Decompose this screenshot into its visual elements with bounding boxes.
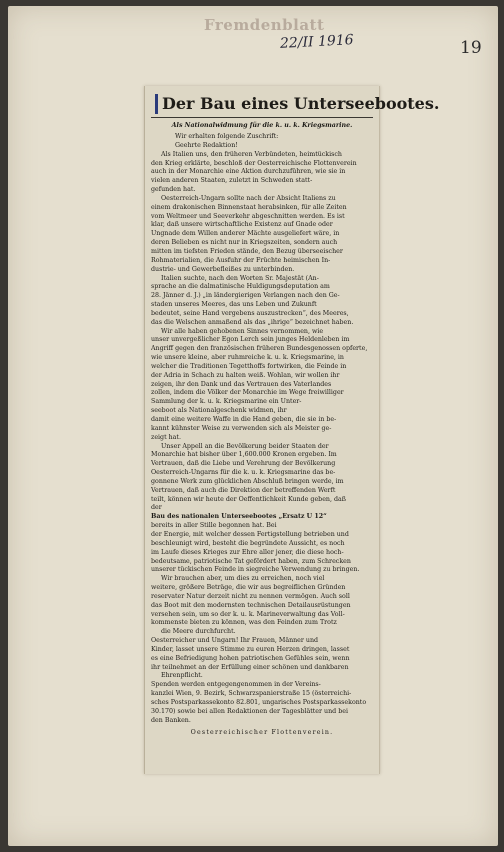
article-line: weitere, größere Beträge, die wir aus begreiflichen Gründen bbox=[151, 584, 346, 592]
article-line: mitten im tiefsten Frieden stände, den Bezug überseeischer bbox=[151, 247, 343, 255]
article-line: das Boot mit den modernsten technischen Detailausrüstungen bbox=[151, 601, 351, 609]
article-line: Bau des nationalen Unterseebootes „Ersatz U 12“ bbox=[151, 513, 327, 521]
article-line: vielen anderen Staaten, zuletzt in Schweden statt- bbox=[151, 177, 313, 185]
article-line: ihr teilnehmet an der Erfüllung einer schönen und dankbaren bbox=[151, 663, 349, 671]
newspaper-stamp: Fremdenblatt bbox=[204, 16, 325, 34]
article-line: unserer tückischen Feinde in siegreiche Verwendung zu bringen. bbox=[151, 566, 360, 574]
article-line: bereits in aller Stille begonnen hat. Bei bbox=[151, 522, 277, 530]
newspaper-clipping bbox=[144, 86, 440, 774]
article-line: staden unseres Meeres, das uns Leben und Zukunft bbox=[151, 301, 317, 309]
article-line: gonnene Werk zum glücklichen Abschluß bringen werde, im bbox=[151, 477, 344, 485]
article-line: Wir brauchen aber, um dies zu erreichen, noch viel bbox=[161, 575, 325, 583]
article-line: Italien suchte, nach den Worten Sr. Majestät (An- bbox=[161, 274, 319, 282]
article-line: Oesterreich-Ungarn sollte nach der Absicht Italiens zu bbox=[161, 194, 336, 202]
article-line: Oesterreicher und Ungarn! Ihr Frauen, Männer und bbox=[151, 637, 319, 645]
article-line: den Banken. bbox=[151, 716, 191, 724]
article-line: reservater Natur derzeit nicht zu nennen vermögen. Auch soll bbox=[151, 592, 350, 600]
article-line: wie unsere kleine, aber ruhmreiche k. u. k. Kriegsmarine, in bbox=[151, 354, 344, 362]
article-line: den Krieg erklärte, beschloß der Oesterreichische Flottenverein bbox=[151, 159, 357, 167]
article-line: bedeutsame, patriotische Tat gefördert haben, zum Schrecken bbox=[151, 557, 351, 565]
article-line: Monarchie hat bisher über 1,600.000 Kronen ergeben. Im bbox=[151, 451, 337, 459]
article-line: Als Italien uns, den früheren Verbündeten, heimtückisch bbox=[161, 150, 342, 158]
article-line: Spenden werden entgegengenommen in der Vereins- bbox=[151, 681, 321, 689]
article-line: vom Weltmeer und Seeverkehr abgeschnitten werden. Es ist bbox=[151, 212, 345, 220]
article-line: Vertrauen, daß die Liebe und Verehrung der Bevölkerung bbox=[151, 460, 336, 468]
article-line: 28. Jänner d. J.) „in ländergierigen Verlangen nach den Ge- bbox=[151, 292, 340, 300]
article-line: damit eine weitere Waffe in die Hand geben, die sie in be- bbox=[151, 416, 337, 423]
page-number: 19 bbox=[460, 38, 482, 58]
article-line: zollen, indem die Völker der Monarchie im Wege freiwilliger bbox=[151, 389, 344, 397]
article-line: das die Welschen anmaßend als das „ihrige“ bezeichnet haben. bbox=[151, 318, 354, 326]
article-line: klar, daß unsere wirtschaftliche Existenz auf Gnade oder bbox=[151, 221, 333, 229]
article-line: Wir alle haben gehobenen Sinnes vernommen, wie bbox=[161, 327, 324, 335]
article-line: unser unvergeßlicher Egon Lerch sein junges Heldenleben im bbox=[151, 336, 350, 344]
article-line: zeigen, ihr den Dank und das Vertrauen des Vaterlandes bbox=[151, 380, 332, 388]
article-line: die Meere durchfurcht. bbox=[161, 628, 236, 636]
archive-sheet bbox=[8, 6, 498, 846]
article-subhead: Als Nationalwidmung für die k. u. k. Kriegsmarine. bbox=[171, 122, 353, 129]
article-line: dustrie- und Gewerbefleißes zu unterbinden. bbox=[151, 265, 295, 273]
article-line: der Energie, mit welcher dessen Fertigstellung betrieben und bbox=[151, 530, 349, 538]
article-line: Oesterreich-Ungarns für die k. u. k. Kriegsmarine das be- bbox=[151, 469, 336, 477]
article-line: Geehrte Redaktion! bbox=[175, 141, 238, 149]
article-line: Vertrauen, daß auch die Direktion der betreffenden Werft bbox=[151, 486, 336, 494]
article-line: Wir erhalten folgende Zuschrift: bbox=[175, 133, 279, 140]
article-line: kommenste bieten zu können, was den Feinden zum Trotz bbox=[151, 619, 337, 627]
article-headline: Der Bau eines Unterseebootes. bbox=[155, 94, 373, 114]
article-line: Ungnade dem Willen anderer Mächte ausgeliefert wäre, in bbox=[151, 230, 340, 238]
article-signature: Oesterreichischer Flottenverein. bbox=[190, 728, 334, 736]
article-line: im Laufe dieses Krieges zur Ehre aller jener, die diese hoch- bbox=[151, 548, 344, 556]
article-line: gefunden hat. bbox=[151, 186, 196, 194]
article-line: sprache an die dalmatinische Huldigungsdeputation am bbox=[151, 283, 330, 291]
article-line: einem drakonischen Binnenstaat herabsinken, für alle Zeiten bbox=[151, 203, 347, 211]
article-line: sches Postsparkassekonto 82.801, ungarisches Postsparkassekonto bbox=[151, 699, 367, 706]
article-line: Unser Appell an die Bevölkerung beider Staaten der bbox=[161, 442, 329, 450]
article-line: Angriff gegen den französischen früheren Bundesgenossen opferte, bbox=[151, 345, 368, 353]
article-line: versehen sein, um so der k. u. k. Marineverwaltung das Voll- bbox=[151, 610, 345, 618]
article-line: kannt kühnster Weise zu verwenden sich als Meister ge- bbox=[151, 424, 332, 432]
article-line: bedeutet, seine Hand vergebens auszustrecken“, des Meeres, bbox=[151, 309, 349, 317]
article-line: Ehrenpflicht. bbox=[161, 672, 203, 680]
article-line: kanzlei Wien, 9. Bezirk, Schwarzspanierstraße 15 (österreichi- bbox=[151, 690, 352, 698]
article-line: der Adria in Schach zu halten weiß. Wohlan, wir wollen ihr bbox=[151, 371, 340, 379]
article-line: deren Belieben es nicht nur in Kriegszeiten, sondern auch bbox=[151, 239, 338, 247]
article-line: auch in der Monarchie eine Aktion durchzuführen, wie sie in bbox=[151, 168, 346, 176]
article-line: es eine Befriedigung hohen patriotischen Gefühles sein, wenn bbox=[151, 654, 350, 662]
handwritten-date: 22/II 1916 bbox=[279, 32, 355, 52]
headline-rule bbox=[151, 117, 373, 118]
article-line: Sammlung der k. u. k. Kriegsmarine ein Unter- bbox=[151, 398, 302, 406]
article-body bbox=[151, 133, 373, 726]
article-line: Kinder, lasset unsere Stimme zu euren Herzen dringen, lasset bbox=[151, 645, 350, 653]
article-line: welcher die Traditionen Tegetthoffs fortwirken, die Feinde in bbox=[151, 362, 347, 370]
article-line: teilt, können wir heute der Oeffentlichkeit Kunde geben, daß bbox=[151, 495, 346, 503]
article-line: zeigt hat. bbox=[151, 433, 181, 441]
article-line: der bbox=[151, 504, 162, 512]
article-line: 30.170) sowie bei allen Redaktionen der Tagesblätter und bei bbox=[151, 707, 348, 715]
article-line: Rohmaterialien, die Ausfuhr der Früchte heimischen In- bbox=[151, 256, 331, 264]
article-line: seeboot als Nationalgeschenk widmen, ihr bbox=[151, 407, 287, 415]
article-line: beschleunigt wird, besteht die begründete Aussicht, es noch bbox=[151, 539, 345, 547]
